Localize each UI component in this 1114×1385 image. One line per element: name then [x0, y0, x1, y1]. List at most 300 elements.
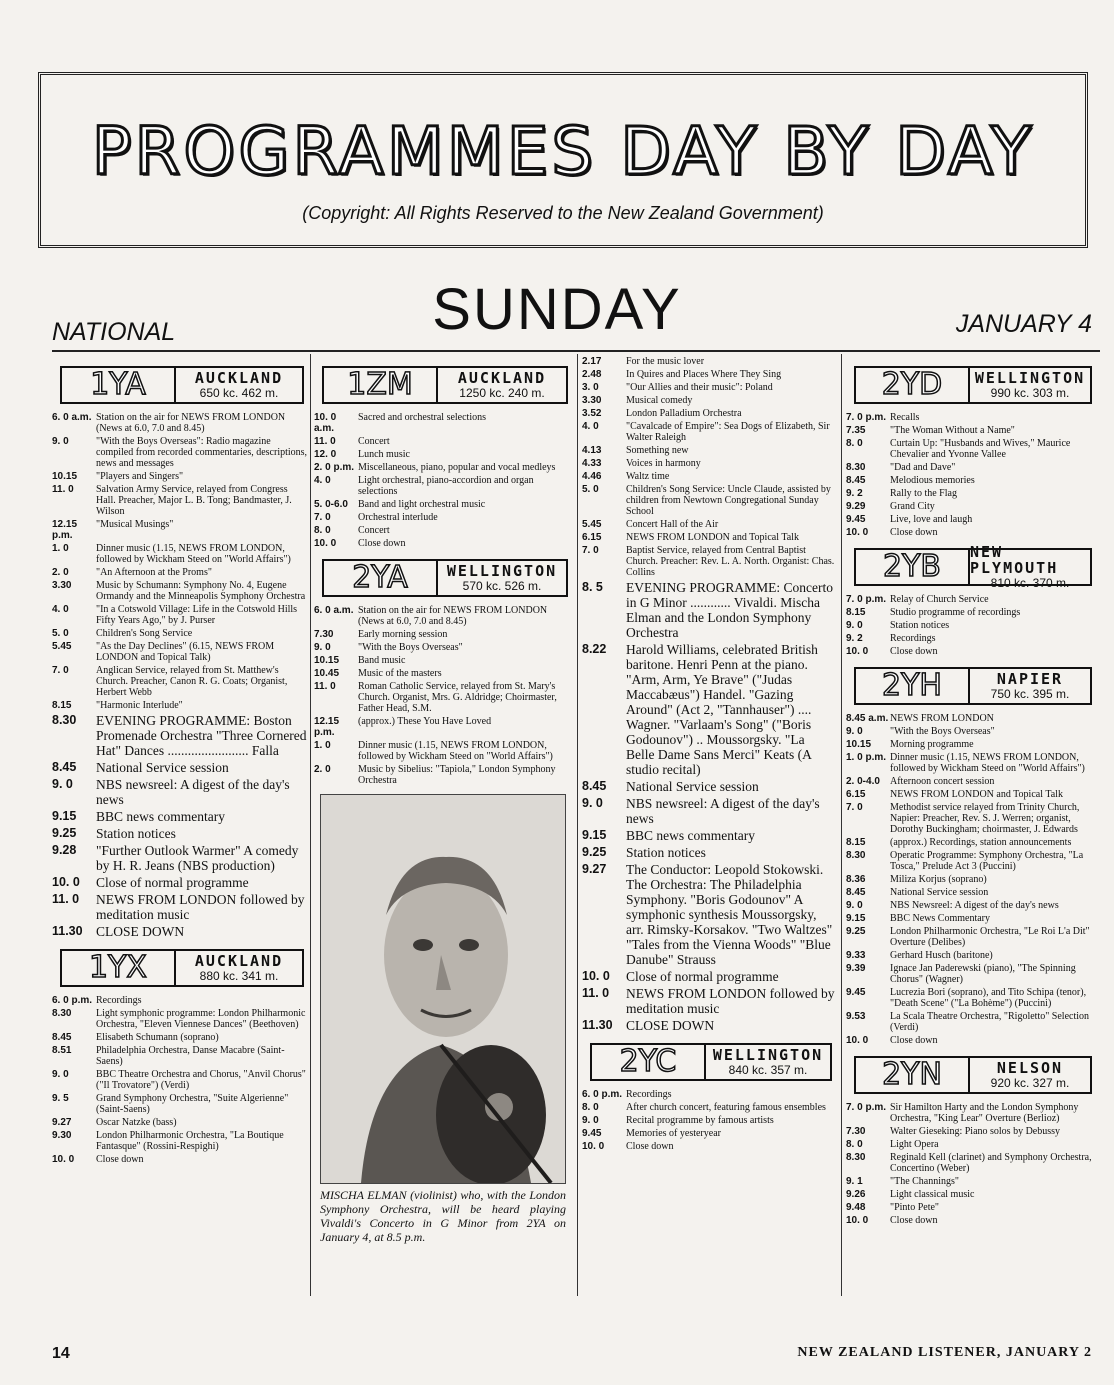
callsign-logo: 1ZM	[324, 368, 438, 402]
item-time: 9.27	[52, 1117, 72, 1128]
schedule-2yh	[846, 713, 1096, 1046]
item-description: The Conductor: Leopold Stokowski. The Orchestra: The Philadelphia Symphony. "Boris Godounov" A symphonic synthesis Moussorgsky, arr. Rimsky-Korsakov. "Two Waltzes" "Tales from the Vienna Woods" "Blue Danube" Strauss	[626, 862, 833, 967]
callsign-logo: 2YD	[856, 368, 970, 402]
item-description: Sacred and orchestral selections	[358, 412, 487, 423]
item-description: Baptist Service, relayed from Central Baptist Church. Preacher: Rev. L. A. North. Organist: Chas. Collins	[626, 545, 835, 578]
item-description: "The Channings"	[890, 1176, 959, 1187]
item-time: 9.45	[582, 1128, 602, 1139]
item-time: 2.17	[582, 356, 602, 367]
item-description: Gerhard Husch (baritone)	[890, 950, 993, 961]
item-description: Station notices	[96, 826, 176, 841]
item-description: After church concert, featuring famous ensembles	[626, 1102, 826, 1113]
item-time: 2.48	[582, 369, 602, 380]
item-description: Close down	[890, 527, 938, 538]
item-description: In Quires and Places Where They Sing	[626, 369, 782, 380]
station-frequency: 840 kc. 357 m.	[728, 1063, 808, 1077]
list-item	[846, 412, 1096, 423]
list-item	[846, 1011, 1096, 1033]
list-item	[52, 628, 308, 639]
station-city: NEW PLYMOUTH	[970, 543, 1059, 577]
list-item	[582, 471, 836, 482]
violinist-portrait-image	[321, 795, 566, 1183]
list-item	[52, 1008, 308, 1030]
item-description: Light classical music	[890, 1189, 975, 1200]
item-time: 11. 0	[52, 892, 80, 906]
item-description: Band and light orchestral music	[358, 499, 486, 510]
list-item	[846, 802, 1096, 835]
item-time: 10. 0	[52, 1154, 75, 1165]
item-description: "In a Cotswold Village: Life in the Cotswold Hills Fifty Years Ago," by J. Purser	[96, 604, 298, 626]
item-description: BBC News Commentary	[890, 913, 990, 924]
item-description: Children's Song Service	[96, 628, 193, 639]
list-item	[314, 740, 572, 762]
item-description: Harold Williams, celebrated British baritone. Henri Penn at the piano. "Arm, Arm, Ye Brave" ("Judas Maccabæus") Handel. "Gazing Around" (Act 2, "Tannhauser") .... Wagner. "Varlaam's Song" ("Boris Godounov") .. Moussorgsky. "La Belle Dame Sans Merci" Keats (A studio recital)	[626, 642, 818, 777]
item-description: "An Afternoon at the Proms"	[96, 567, 212, 578]
item-description: "With the Boys Overseas": Radio magazine compiled from recorded commentaries, descriptions, news and messages	[96, 436, 308, 469]
item-time: 4. 0	[52, 604, 69, 615]
item-time: 10. 0	[846, 1035, 869, 1046]
list-item	[582, 1089, 836, 1100]
callsign-logo: 1YA	[62, 368, 176, 402]
item-time: 11. 0	[582, 986, 610, 1000]
item-description: Roman Catholic Service, relayed from St. Mary's Church. Organist, Mrs. G. Aldridge; Choirmaster, Father Head, S.M.	[358, 681, 557, 714]
list-item	[582, 642, 836, 777]
item-description: BBC news commentary	[96, 809, 225, 824]
item-description: NEWS FROM LONDON followed by meditation music	[96, 892, 305, 922]
item-description: Station on the air for NEWS FROM LONDON (News at 6.0, 7.0 and 8.45)	[96, 412, 286, 434]
item-description: Close down	[890, 1035, 938, 1046]
list-item	[846, 1126, 1096, 1137]
list-item	[314, 499, 572, 510]
list-item	[846, 837, 1096, 848]
item-description: Close down	[626, 1141, 674, 1152]
item-description: Station on the air for NEWS FROM LONDON (News at 6.0, 7.0 and 8.45)	[358, 605, 548, 627]
item-description: NBS newsreel: A digest of the day's news	[96, 777, 290, 807]
date-label: JANUARY 4	[955, 310, 1092, 338]
station-city: WELLINGTON	[446, 562, 558, 580]
item-time: 4.33	[582, 458, 602, 469]
item-description: Reginald Kell (clarinet) and Symphony Orchestra, Concertino (Weber)	[890, 1152, 1092, 1174]
station-city: WELLINGTON	[712, 1046, 824, 1064]
list-item	[846, 850, 1096, 872]
item-description: Light orchestral, piano-accordion and organ selections	[358, 475, 534, 497]
item-description: Operatic Programme: Symphony Orchestra, "La Tosca," Prelude Act 3 (Puccini)	[890, 850, 1084, 872]
item-time: 2. 0	[52, 567, 69, 578]
item-description: Station notices	[626, 845, 706, 860]
item-description: Station notices	[890, 620, 950, 631]
list-item	[846, 646, 1096, 657]
item-time: 12.15 p.m.	[52, 519, 78, 541]
list-item	[582, 580, 836, 640]
item-time: 3.30	[52, 580, 72, 591]
evening-2ya	[582, 580, 836, 1033]
list-item	[846, 874, 1096, 885]
item-time: 11. 0	[314, 436, 336, 447]
list-item	[52, 436, 308, 469]
column-2	[314, 356, 572, 1244]
list-item	[52, 580, 308, 602]
list-item	[846, 501, 1096, 512]
item-time: 12. 0	[314, 449, 337, 460]
list-item	[52, 543, 308, 565]
item-description: "Players and Singers"	[96, 471, 184, 482]
list-item	[52, 875, 308, 890]
item-description: "Pinto Pete"	[890, 1202, 939, 1213]
schedule-2yb	[846, 594, 1096, 657]
list-item	[582, 796, 836, 826]
item-time: 9.33	[846, 950, 866, 961]
item-description: Music by Sibelius: "Tapiola," London Symphony Orchestra	[358, 764, 556, 786]
list-item	[846, 620, 1096, 631]
item-description: Curtain Up: "Husbands and Wives," Maurice Chevalier and Yvonne Vallee	[890, 438, 1071, 460]
callsign-logo: 2YC	[592, 1045, 706, 1079]
list-item	[846, 1189, 1096, 1200]
item-description: Sir Hamilton Harty and the London Symphony Orchestra, "King Lear" Overture (Berlioz)	[890, 1102, 1079, 1124]
list-item	[846, 726, 1096, 737]
list-item	[52, 843, 308, 873]
item-description: "Further Outlook Warmer" A comedy by H. R. Jeans (NBS production)	[96, 843, 299, 873]
list-item	[314, 681, 572, 714]
item-description: Waltz time	[626, 471, 670, 482]
list-item	[52, 484, 308, 517]
item-description: Close of normal programme	[96, 875, 249, 890]
item-time: 6. 0 p.m.	[582, 1089, 623, 1100]
item-time: 8.51	[52, 1045, 72, 1056]
item-time: 6. 0 a.m.	[314, 605, 354, 616]
region-label: NATIONAL	[52, 318, 176, 346]
item-description: Light symphonic programme: London Philharmonic Orchestra, "Eleven Viennese Dances" (Beethoven)	[96, 1008, 306, 1030]
item-time: 8.45	[582, 779, 607, 793]
publication-footer: NEW ZEALAND LISTENER, JANUARY 2	[797, 1345, 1092, 1360]
item-description: "As the Day Declines" (6.15, NEWS FROM LONDON and Topical Talk)	[96, 641, 275, 663]
column-4	[846, 356, 1096, 1228]
list-item	[314, 655, 572, 666]
column-divider	[310, 354, 311, 1296]
item-description: Close down	[890, 1215, 938, 1226]
item-time: 4.13	[582, 445, 602, 456]
list-item	[582, 545, 836, 578]
station-frequency: 750 kc. 395 m.	[990, 687, 1070, 701]
item-time: 7.35	[846, 425, 866, 436]
item-description: CLOSE DOWN	[96, 924, 185, 939]
list-item	[314, 605, 572, 627]
item-time: 9.27	[582, 862, 607, 876]
list-item	[52, 1045, 308, 1067]
list-item	[846, 752, 1096, 774]
item-description: Walter Gieseking: Piano solos by Debussy	[890, 1126, 1061, 1137]
list-item	[582, 845, 836, 860]
item-description: Light Opera	[890, 1139, 939, 1150]
item-description: National Service session	[626, 779, 759, 794]
item-time: 1. 0 p.m.	[846, 752, 887, 763]
list-item	[846, 950, 1096, 961]
evening-1ya	[52, 713, 308, 939]
list-item	[52, 809, 308, 824]
list-item	[582, 779, 836, 794]
page-number: 14	[52, 1345, 70, 1362]
list-item	[846, 1152, 1096, 1174]
item-description: Children's Song Service: Uncle Claude, assisted by children from Newtown Congregational Sunday School	[626, 484, 831, 517]
item-description: Dinner music (1.15, NEWS FROM LONDON, followed by Wickham Steed on "World Affairs")	[890, 752, 1085, 774]
item-description: Close of normal programme	[626, 969, 779, 984]
item-description: Music of the masters	[358, 668, 442, 679]
list-item	[846, 926, 1096, 948]
item-description: Anglican Service, relayed from St. Matthew's Church. Preacher, Canon R. G. Coats; Organist, Herbert Webb	[96, 665, 288, 698]
list-item	[52, 892, 308, 922]
item-time: 9. 2	[846, 488, 863, 499]
item-description: NEWS FROM LONDON and Topical Talk	[626, 532, 799, 543]
item-time: 8. 0	[846, 438, 863, 449]
item-time: 10. 0	[582, 1141, 605, 1152]
list-item	[846, 1202, 1096, 1213]
item-time: 9.25	[52, 826, 77, 840]
station-city: AUCKLAND	[194, 952, 284, 970]
list-item	[314, 462, 572, 473]
item-time: 9.53	[846, 1011, 866, 1022]
station-box-2yd	[854, 366, 1092, 404]
item-description: "Dad and Dave"	[890, 462, 956, 473]
item-time: 7. 0	[582, 545, 599, 556]
list-item	[582, 986, 836, 1016]
item-time: 8.22	[582, 642, 607, 656]
item-time: 10. 0	[314, 538, 337, 549]
item-description: CLOSE DOWN	[626, 1018, 715, 1033]
list-item	[846, 1215, 1096, 1226]
column-divider	[577, 354, 578, 1296]
station-frequency: 880 kc. 341 m.	[199, 969, 279, 983]
item-time: 9. 0	[846, 620, 863, 631]
item-time: 7. 0	[314, 512, 331, 523]
item-time: 2. 0 p.m.	[314, 462, 355, 473]
item-description: Orchestral interlude	[358, 512, 438, 523]
item-description: BBC news commentary	[626, 828, 755, 843]
list-item	[846, 789, 1096, 800]
station-box-1yx	[60, 949, 304, 987]
item-time: 9. 0	[582, 1115, 599, 1126]
item-time: 3.52	[582, 408, 602, 419]
station-frequency: 810 kc. 370 m.	[990, 576, 1070, 590]
item-time: 3. 0	[582, 382, 599, 393]
list-item	[846, 913, 1096, 924]
item-description: Miliza Korjus (soprano)	[890, 874, 987, 885]
header-rule	[52, 350, 1100, 352]
item-time: 9. 5	[52, 1093, 69, 1104]
item-description: Something new	[626, 445, 689, 456]
item-description: For the music lover	[626, 356, 705, 367]
list-item	[314, 412, 572, 434]
list-item	[314, 764, 572, 786]
item-description: Recordings	[890, 633, 936, 644]
list-item	[52, 1117, 308, 1128]
list-item	[52, 924, 308, 939]
item-time: 10. 0	[52, 875, 80, 889]
list-item	[582, 969, 836, 984]
list-item	[846, 607, 1096, 618]
item-description: Dinner music (1.15, NEWS FROM LONDON, followed by Wickham Steed on "World Affairs")	[358, 740, 553, 762]
item-time: 7.30	[846, 1126, 866, 1137]
item-description: "With the Boys Overseas"	[890, 726, 995, 737]
list-item	[52, 760, 308, 775]
item-time: 8.30	[52, 713, 77, 727]
item-description: Recordings	[626, 1089, 672, 1100]
item-time: 8.36	[846, 874, 866, 885]
callsign-logo: 2YB	[856, 550, 970, 584]
station-city: AUCKLAND	[457, 369, 547, 387]
item-time: 10.15	[52, 471, 78, 482]
list-item	[846, 987, 1096, 1009]
list-item	[582, 1128, 836, 1139]
item-description: Lucrezia Bori (soprano), and Tito Schipa (tenor), "Death Scene" ("La Bohème") (Puccini)	[890, 987, 1087, 1009]
item-time: 5. 0-6.0	[314, 499, 348, 510]
station-box-2yc	[590, 1043, 832, 1081]
item-description: La Scala Theatre Orchestra, "Rigoletto" Selection (Verdi)	[890, 1011, 1090, 1033]
item-time: 8.30	[846, 1152, 866, 1163]
station-frequency: 920 kc. 327 m.	[990, 1076, 1070, 1090]
item-description: London Philharmonic Orchestra, "La Boutique Fantasque" (Rossini-Respighi)	[96, 1130, 284, 1152]
item-description: Close down	[358, 538, 406, 549]
item-time: 2. 0	[314, 764, 331, 775]
item-time: 8. 0	[846, 1139, 863, 1150]
item-description: Melodious memories	[890, 475, 975, 486]
list-item	[582, 382, 836, 393]
list-item	[582, 408, 836, 419]
item-time: 9.45	[846, 514, 866, 525]
list-item	[582, 862, 836, 967]
column-1	[52, 356, 308, 1167]
list-item	[582, 1102, 836, 1113]
list-item	[52, 1093, 308, 1115]
column-3	[582, 356, 836, 1154]
item-description: Musical comedy	[626, 395, 693, 406]
item-time: 9. 1	[846, 1176, 863, 1187]
list-item	[52, 826, 308, 841]
callsign-logo: 2YA	[324, 561, 438, 595]
station-box-2yh	[854, 667, 1092, 705]
list-item	[846, 462, 1096, 473]
item-description: Miscellaneous, piano, popular and vocal medleys	[358, 462, 556, 473]
list-item	[52, 567, 308, 578]
item-time: 9.48	[846, 1202, 866, 1213]
item-time: 11.30	[582, 1018, 613, 1032]
list-item	[52, 471, 308, 482]
item-time: 8.45	[846, 475, 866, 486]
item-time: 4.46	[582, 471, 602, 482]
list-item	[846, 887, 1096, 898]
station-frequency: 650 kc. 462 m.	[199, 386, 279, 400]
item-time: 6. 0 p.m.	[52, 995, 93, 1006]
item-description: "The Woman Without a Name"	[890, 425, 1015, 436]
item-time: 10.15	[846, 739, 872, 750]
list-item	[846, 1139, 1096, 1150]
item-time: 9.30	[52, 1130, 72, 1141]
item-time: 5. 0	[582, 484, 599, 495]
list-item	[314, 512, 572, 523]
list-item	[846, 739, 1096, 750]
item-description: London Palladium Orchestra	[626, 408, 742, 419]
list-item	[314, 642, 572, 653]
item-description: Lunch music	[358, 449, 410, 460]
list-item	[582, 1141, 836, 1152]
list-item	[846, 1176, 1096, 1187]
item-time: 9. 0	[846, 900, 863, 911]
list-item	[846, 900, 1096, 911]
item-time: 8. 0	[582, 1102, 599, 1113]
item-time: 8.45	[846, 887, 866, 898]
item-time: 9. 2	[846, 633, 863, 644]
list-item	[582, 369, 836, 380]
station-city: NAPIER	[996, 670, 1064, 688]
item-description: Early morning session	[358, 629, 448, 640]
list-item	[52, 1069, 308, 1091]
item-description: Recital programme by famous artists	[626, 1115, 774, 1126]
schedule-2yc	[582, 1089, 836, 1152]
item-time: 10. 0	[846, 527, 869, 538]
item-description: NBS newsreel: A digest of the day's news	[626, 796, 820, 826]
list-item	[582, 421, 836, 443]
list-item	[846, 475, 1096, 486]
item-description: Close down	[890, 646, 938, 657]
item-time: 9.26	[846, 1189, 866, 1200]
list-item	[846, 1102, 1096, 1124]
list-item	[846, 776, 1096, 787]
item-time: 8.15	[846, 837, 866, 848]
item-description: Concert	[358, 525, 390, 536]
item-time: 4. 0	[314, 475, 331, 486]
item-time: 8.30	[52, 1008, 72, 1019]
item-time: 8.15	[846, 607, 866, 618]
list-item	[52, 1154, 308, 1165]
list-item	[846, 425, 1096, 436]
item-description: London Philharmonic Orchestra, "Le Roi L'a Dit" Overture (Delibes)	[890, 926, 1090, 948]
list-item	[314, 668, 572, 679]
item-time: 5.45	[582, 519, 602, 530]
item-time: 8.30	[846, 850, 866, 861]
item-description: "Cavalcade of Empire": Sea Dogs of Elizabeth, Sir Walter Raleigh	[626, 421, 830, 443]
photo-caption: MISCHA ELMAN (violinist) who, with the London Symphony Orchestra, will be heard playing Vivaldi's Concerto in G Minor from 2YA on January 4, at 8.5 p.m.	[320, 1188, 566, 1244]
item-time: 9.25	[582, 845, 607, 859]
item-time: 2. 0-4.0	[846, 776, 880, 787]
item-time: 9. 0	[52, 1069, 69, 1080]
list-item	[846, 713, 1096, 724]
station-box-2yn	[854, 1056, 1092, 1094]
item-description: (approx.) These You Have Loved	[358, 716, 492, 727]
list-item	[846, 488, 1096, 499]
item-description: Grand City	[890, 501, 935, 512]
item-description: Relay of Church Service	[890, 594, 989, 605]
item-time: 7. 0	[52, 665, 69, 676]
item-time: 5. 0	[52, 628, 69, 639]
list-item	[52, 1032, 308, 1043]
item-time: 8.45 a.m.	[846, 713, 889, 724]
list-item	[314, 716, 572, 738]
schedule-2yd	[846, 412, 1096, 538]
item-description: "Our Allies and their music": Poland	[626, 382, 773, 393]
item-description: National Service session	[96, 760, 229, 775]
list-item	[52, 700, 308, 711]
list-item	[314, 629, 572, 640]
item-description: BBC Theatre Orchestra and Chorus, "Anvil Chorus" ("Il Trovatore") (Verdi)	[96, 1069, 306, 1091]
item-description: NEWS FROM LONDON followed by meditation music	[626, 986, 835, 1016]
item-description: Grand Symphony Orchestra, "Suite Algerienne" (Saint-Saens)	[96, 1093, 289, 1115]
item-description: Philadelphia Orchestra, Danse Macabre (Saint-Saens)	[96, 1045, 285, 1067]
item-description: EVENING PROGRAMME: Boston Promenade Orchestra "Three Cornered Hat" Dances ........................ Falla	[96, 713, 307, 758]
list-item	[582, 1115, 836, 1126]
item-description: "With the Boys Overseas"	[358, 642, 463, 653]
list-item	[582, 458, 836, 469]
list-item	[582, 1018, 836, 1033]
item-description: Band music	[358, 655, 406, 666]
list-item	[846, 633, 1096, 644]
